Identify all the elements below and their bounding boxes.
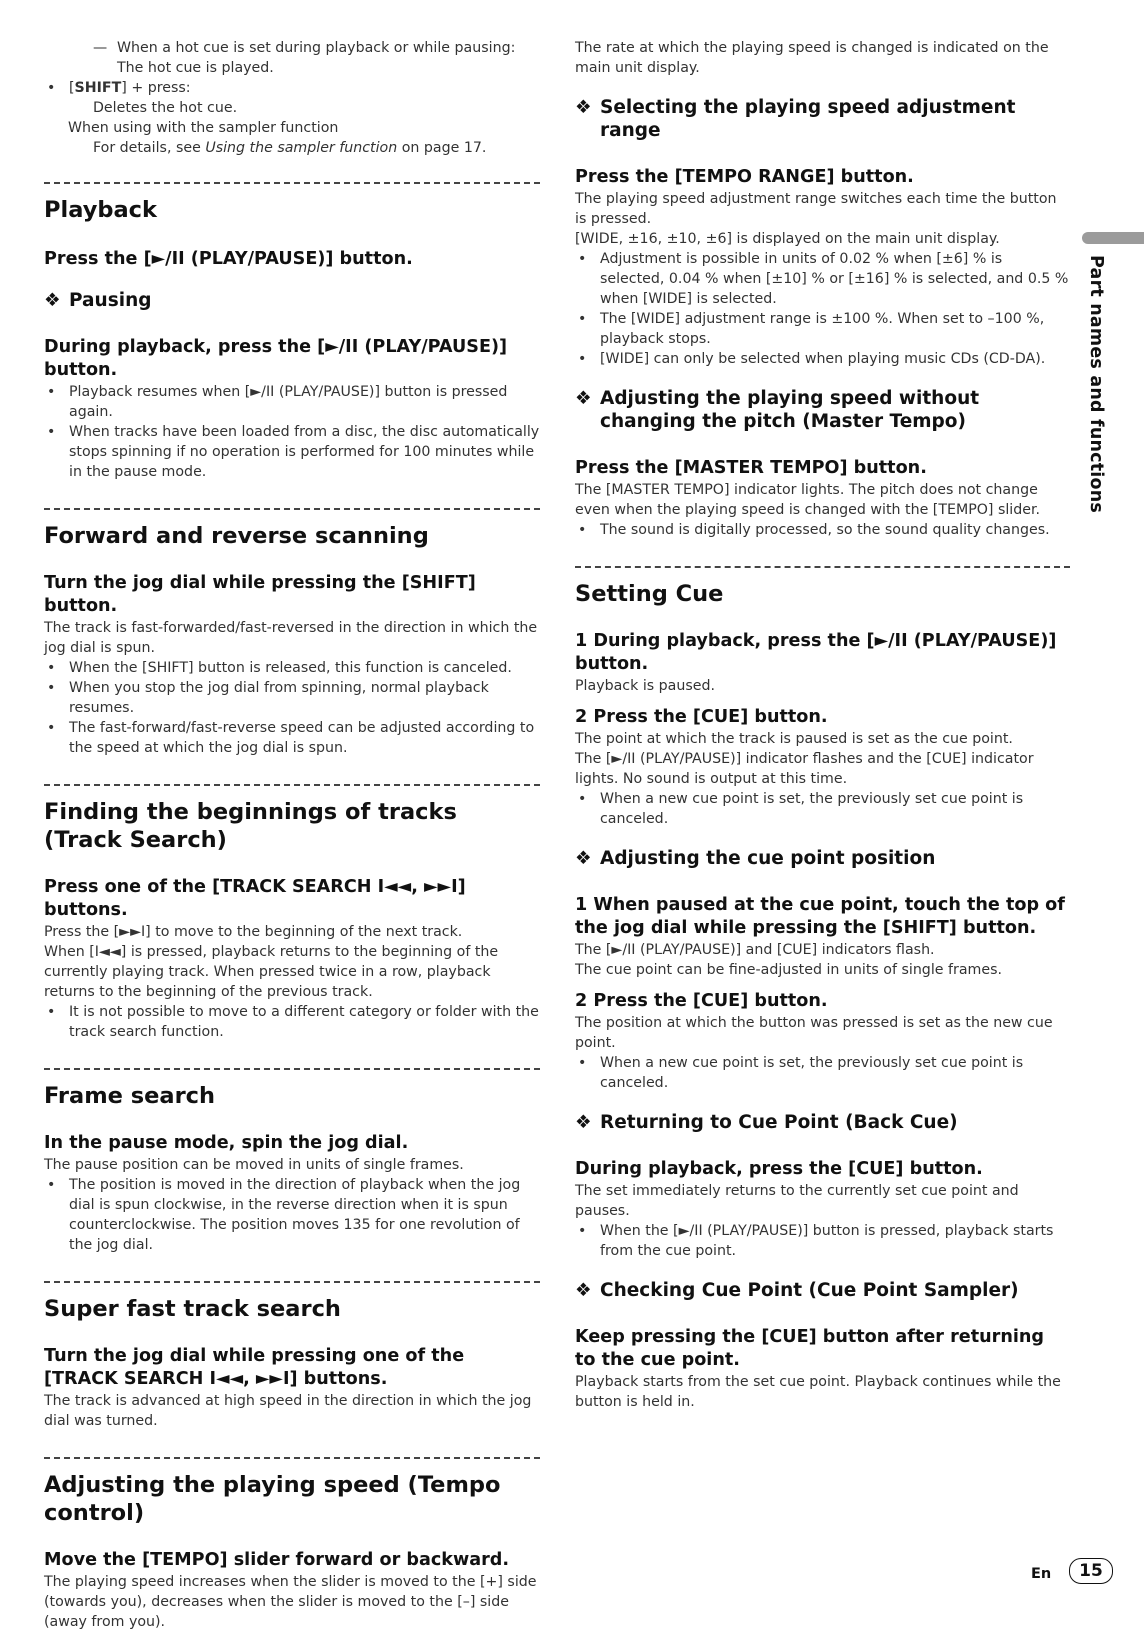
tempo-instruction: Move the [TEMPO] slider forward or backward. bbox=[44, 1550, 510, 1570]
left-column bbox=[44, 38, 540, 1632]
em-dash-icon: — bbox=[93, 40, 108, 56]
section-heading-frame-search: Frame search bbox=[44, 1083, 216, 1109]
bullet-dot-icon: • bbox=[47, 80, 56, 96]
adjust-cue-step-1-description-1: The [►/II (PLAY/PAUSE)] and [CUE] indicators flash. bbox=[575, 942, 935, 958]
master-instruction: Press the [MASTER TEMPO] button. bbox=[575, 458, 927, 478]
diamond-cluster-icon: ❖ bbox=[44, 290, 61, 311]
bullet-dot-icon: • bbox=[578, 1055, 587, 1071]
section-heading-scanning: Forward and reverse scanning bbox=[44, 523, 429, 549]
section-divider bbox=[44, 508, 540, 510]
superfast-instruction: Turn the jog dial while pressing one of the [TRACK SEARCH I◄◄, ►►I] buttons. bbox=[44, 1346, 465, 1389]
rate-description: The rate at which the playing speed is changed is indicated on the main unit display. bbox=[575, 40, 1049, 76]
range-instruction: Press the [TEMPO RANGE] button. bbox=[575, 167, 914, 187]
section-heading-super-fast: Super fast track search bbox=[44, 1296, 341, 1322]
bullet-dot-icon: • bbox=[47, 384, 56, 400]
bullet-dot-icon: • bbox=[578, 251, 587, 267]
right-column bbox=[575, 38, 1070, 1412]
footer-language: En bbox=[1031, 1566, 1052, 1582]
section-divider bbox=[44, 1068, 540, 1070]
cue-step-2: 2 Press the [CUE] button. bbox=[575, 707, 828, 727]
list-item: • The fast-forward/fast-reverse speed can be adjusted according to the speed at which the jog dial is spun. bbox=[47, 720, 535, 756]
list-item: • When a new cue point is set, the previously set cue point is canceled. bbox=[578, 791, 1024, 827]
intro-sampler: When using with the sampler function bbox=[68, 120, 339, 136]
diamond-cluster-icon: ❖ bbox=[575, 1280, 592, 1301]
frame-description: The pause position can be moved in units of single frames. bbox=[44, 1157, 464, 1173]
adjust-cue-step-2: 2 Press the [CUE] button. bbox=[575, 991, 828, 1011]
diamond-cluster-icon: ❖ bbox=[575, 848, 592, 869]
cue-step-1-description: Playback is paused. bbox=[575, 678, 715, 694]
adjust-cue-step-1-description-2: The cue point can be fine-adjusted in units of single frames. bbox=[575, 962, 1002, 978]
search-description-2: When [I◄◄] is pressed, playback returns to the beginning of the currently playing track. When pressed twice in a row, playback returns to the beginning of the previous track. bbox=[44, 944, 499, 1000]
frame-instruction: In the pause mode, spin the jog dial. bbox=[44, 1133, 409, 1153]
section-heading-setting-cue: Setting Cue bbox=[575, 581, 724, 607]
bullet-dot-icon: • bbox=[47, 1177, 56, 1193]
bullet-dot-icon: • bbox=[578, 1223, 587, 1239]
back-cue-instruction: During playback, press the [CUE] button. bbox=[575, 1159, 983, 1179]
section-divider bbox=[44, 1281, 540, 1283]
list-item: • The position is moved in the direction of playback when the jog dial is spun clockwise, in the reverse direction when it is spun counterclockwise. The position moves 135 for one revolution of the jog dial. bbox=[47, 1177, 521, 1253]
subsection-heading-back-cue: ❖ Returning to Cue Point (Back Cue) bbox=[575, 1112, 958, 1133]
section-divider bbox=[44, 182, 540, 184]
range-description-1: The playing speed adjustment range switches each time the button is pressed. bbox=[575, 191, 1057, 227]
intro-dash-item: — When a hot cue is set during playback or while pausing: bbox=[93, 40, 516, 56]
intro-shift-cont: Deletes the hot cue. bbox=[93, 100, 238, 116]
bullet-dot-icon: • bbox=[47, 424, 56, 440]
intro-details: For details, see Using the sampler function on page 17. bbox=[93, 140, 487, 156]
bullet-dot-icon: • bbox=[47, 720, 56, 736]
scan-instruction: Turn the jog dial while pressing the [SHIFT] button. bbox=[44, 573, 476, 616]
tempo-description: The playing speed increases when the slider is moved to the [+] side (towards you), decreases when the slider is moved to the [–] side (away from you). bbox=[44, 1574, 537, 1630]
diamond-cluster-icon: ❖ bbox=[575, 388, 592, 409]
diamond-cluster-icon: ❖ bbox=[575, 97, 592, 118]
bullet-dot-icon: • bbox=[578, 311, 587, 327]
search-description-1: Press the [►►I] to move to the beginning of the next track. bbox=[44, 924, 463, 940]
cue-step-2-description-1: The point at which the track is paused is set as the cue point. bbox=[575, 731, 1013, 747]
section-heading-tempo: Adjusting the playing speed (Tempo control) bbox=[44, 1472, 501, 1526]
section-heading-track-search: Finding the beginnings of tracks (Track Search) bbox=[44, 799, 457, 853]
intro-shift-item: • [SHIFT] + press: bbox=[47, 80, 191, 96]
cue-step-1: 1 During playback, press the [►/II (PLAY/PAUSE)] button. bbox=[575, 631, 1057, 674]
scan-description: The track is fast-forwarded/fast-reversed in the direction in which the jog dial is spun. bbox=[44, 620, 538, 656]
diamond-cluster-icon: ❖ bbox=[575, 1112, 592, 1133]
subsection-heading-pausing: ❖ Pausing bbox=[44, 290, 152, 311]
range-description-2: [WIDE, ±16, ±10, ±6] is displayed on the main unit display. bbox=[575, 231, 1000, 247]
playback-instruction: Press the [►/II (PLAY/PAUSE)] button. bbox=[44, 249, 413, 269]
bullet-dot-icon: • bbox=[578, 522, 587, 538]
subsection-heading-adjust-cue: ❖ Adjusting the cue point position bbox=[575, 848, 936, 869]
search-instruction: Press one of the [TRACK SEARCH I◄◄, ►►I] buttons. bbox=[44, 877, 466, 920]
bullet-dot-icon: • bbox=[578, 791, 587, 807]
list-item: • Playback resumes when [►/II (PLAY/PAUSE)] button is pressed again. bbox=[47, 384, 508, 420]
list-item: • [WIDE] can only be selected when playing music CDs (CD-DA). bbox=[578, 351, 1046, 367]
side-tab-marker bbox=[1082, 232, 1144, 244]
adjust-cue-step-1: 1 When paused at the cue point, touch the top of the jog dial while pressing the [SHIFT] button. bbox=[575, 895, 1065, 938]
list-item: • The [WIDE] adjustment range is ±100 %. When set to –100 %, playback stops. bbox=[578, 311, 1045, 347]
list-item: • When the [►/II (PLAY/PAUSE)] button is pressed, playback starts from the cue point. bbox=[578, 1223, 1054, 1259]
section-divider bbox=[44, 1457, 540, 1459]
list-item: • The sound is digitally processed, so the sound quality changes. bbox=[578, 522, 1050, 538]
adjust-cue-step-2-description: The position at which the button was pressed is set as the new cue point. bbox=[575, 1015, 1053, 1051]
pausing-instruction: During playback, press the [►/II (PLAY/PAUSE)] button. bbox=[44, 337, 508, 380]
subsection-heading-cue-sampler: ❖ Checking Cue Point (Cue Point Sampler) bbox=[575, 1280, 1019, 1301]
section-heading-playback: Playback bbox=[44, 197, 157, 223]
list-item: • When a new cue point is set, the previously set cue point is canceled. bbox=[578, 1055, 1024, 1091]
bullet-dot-icon: • bbox=[578, 351, 587, 367]
bullet-dot-icon: • bbox=[47, 1004, 56, 1020]
side-tab-label: Part names and functions bbox=[1086, 255, 1106, 513]
list-item: • When the [SHIFT] button is released, this function is canceled. bbox=[47, 660, 512, 676]
page-number: 15 bbox=[1069, 1558, 1113, 1584]
list-item: • When tracks have been loaded from a disc, the disc automatically stops spinning if no operation is performed for 100 minutes while in the pause mode. bbox=[47, 424, 540, 480]
superfast-description: The track is advanced at high speed in the direction in which the jog dial was turned. bbox=[44, 1393, 532, 1429]
back-cue-description: The set immediately returns to the currently set cue point and pauses. bbox=[575, 1183, 1019, 1219]
section-divider bbox=[44, 784, 540, 786]
list-item: • Adjustment is possible in units of 0.02 % when [±6] % is selected, 0.04 % when [±10] % or [±16] % is selected, and 0.5 % when [WIDE] is selected. bbox=[578, 251, 1069, 307]
list-item: • It is not possible to move to a different category or folder with the track search function. bbox=[47, 1004, 539, 1040]
bullet-dot-icon: • bbox=[47, 680, 56, 696]
master-description: The [MASTER TEMPO] indicator lights. The pitch does not change even when the playing speed is changed with the [TEMPO] slider. bbox=[575, 482, 1041, 518]
cue-sampler-instruction: Keep pressing the [CUE] button after returning to the cue point. bbox=[575, 1327, 1044, 1370]
list-item: • When you stop the jog dial from spinning, normal playback resumes. bbox=[47, 680, 489, 716]
section-divider bbox=[575, 566, 1070, 568]
cue-step-2-description-2: The [►/II (PLAY/PAUSE)] indicator flashes and the [CUE] indicator lights. No sound is output at this time. bbox=[575, 751, 1034, 787]
intro-dash-cont: The hot cue is played. bbox=[117, 60, 274, 76]
subsection-heading-range: ❖ Selecting the playing speed adjustment range bbox=[575, 97, 1016, 141]
bullet-dot-icon: • bbox=[47, 660, 56, 676]
cue-sampler-description: Playback starts from the set cue point. Playback continues while the button is held in. bbox=[575, 1374, 1061, 1410]
subsection-heading-master-tempo: ❖ Adjusting the playing speed without changing the pitch (Master Tempo) bbox=[575, 388, 980, 432]
